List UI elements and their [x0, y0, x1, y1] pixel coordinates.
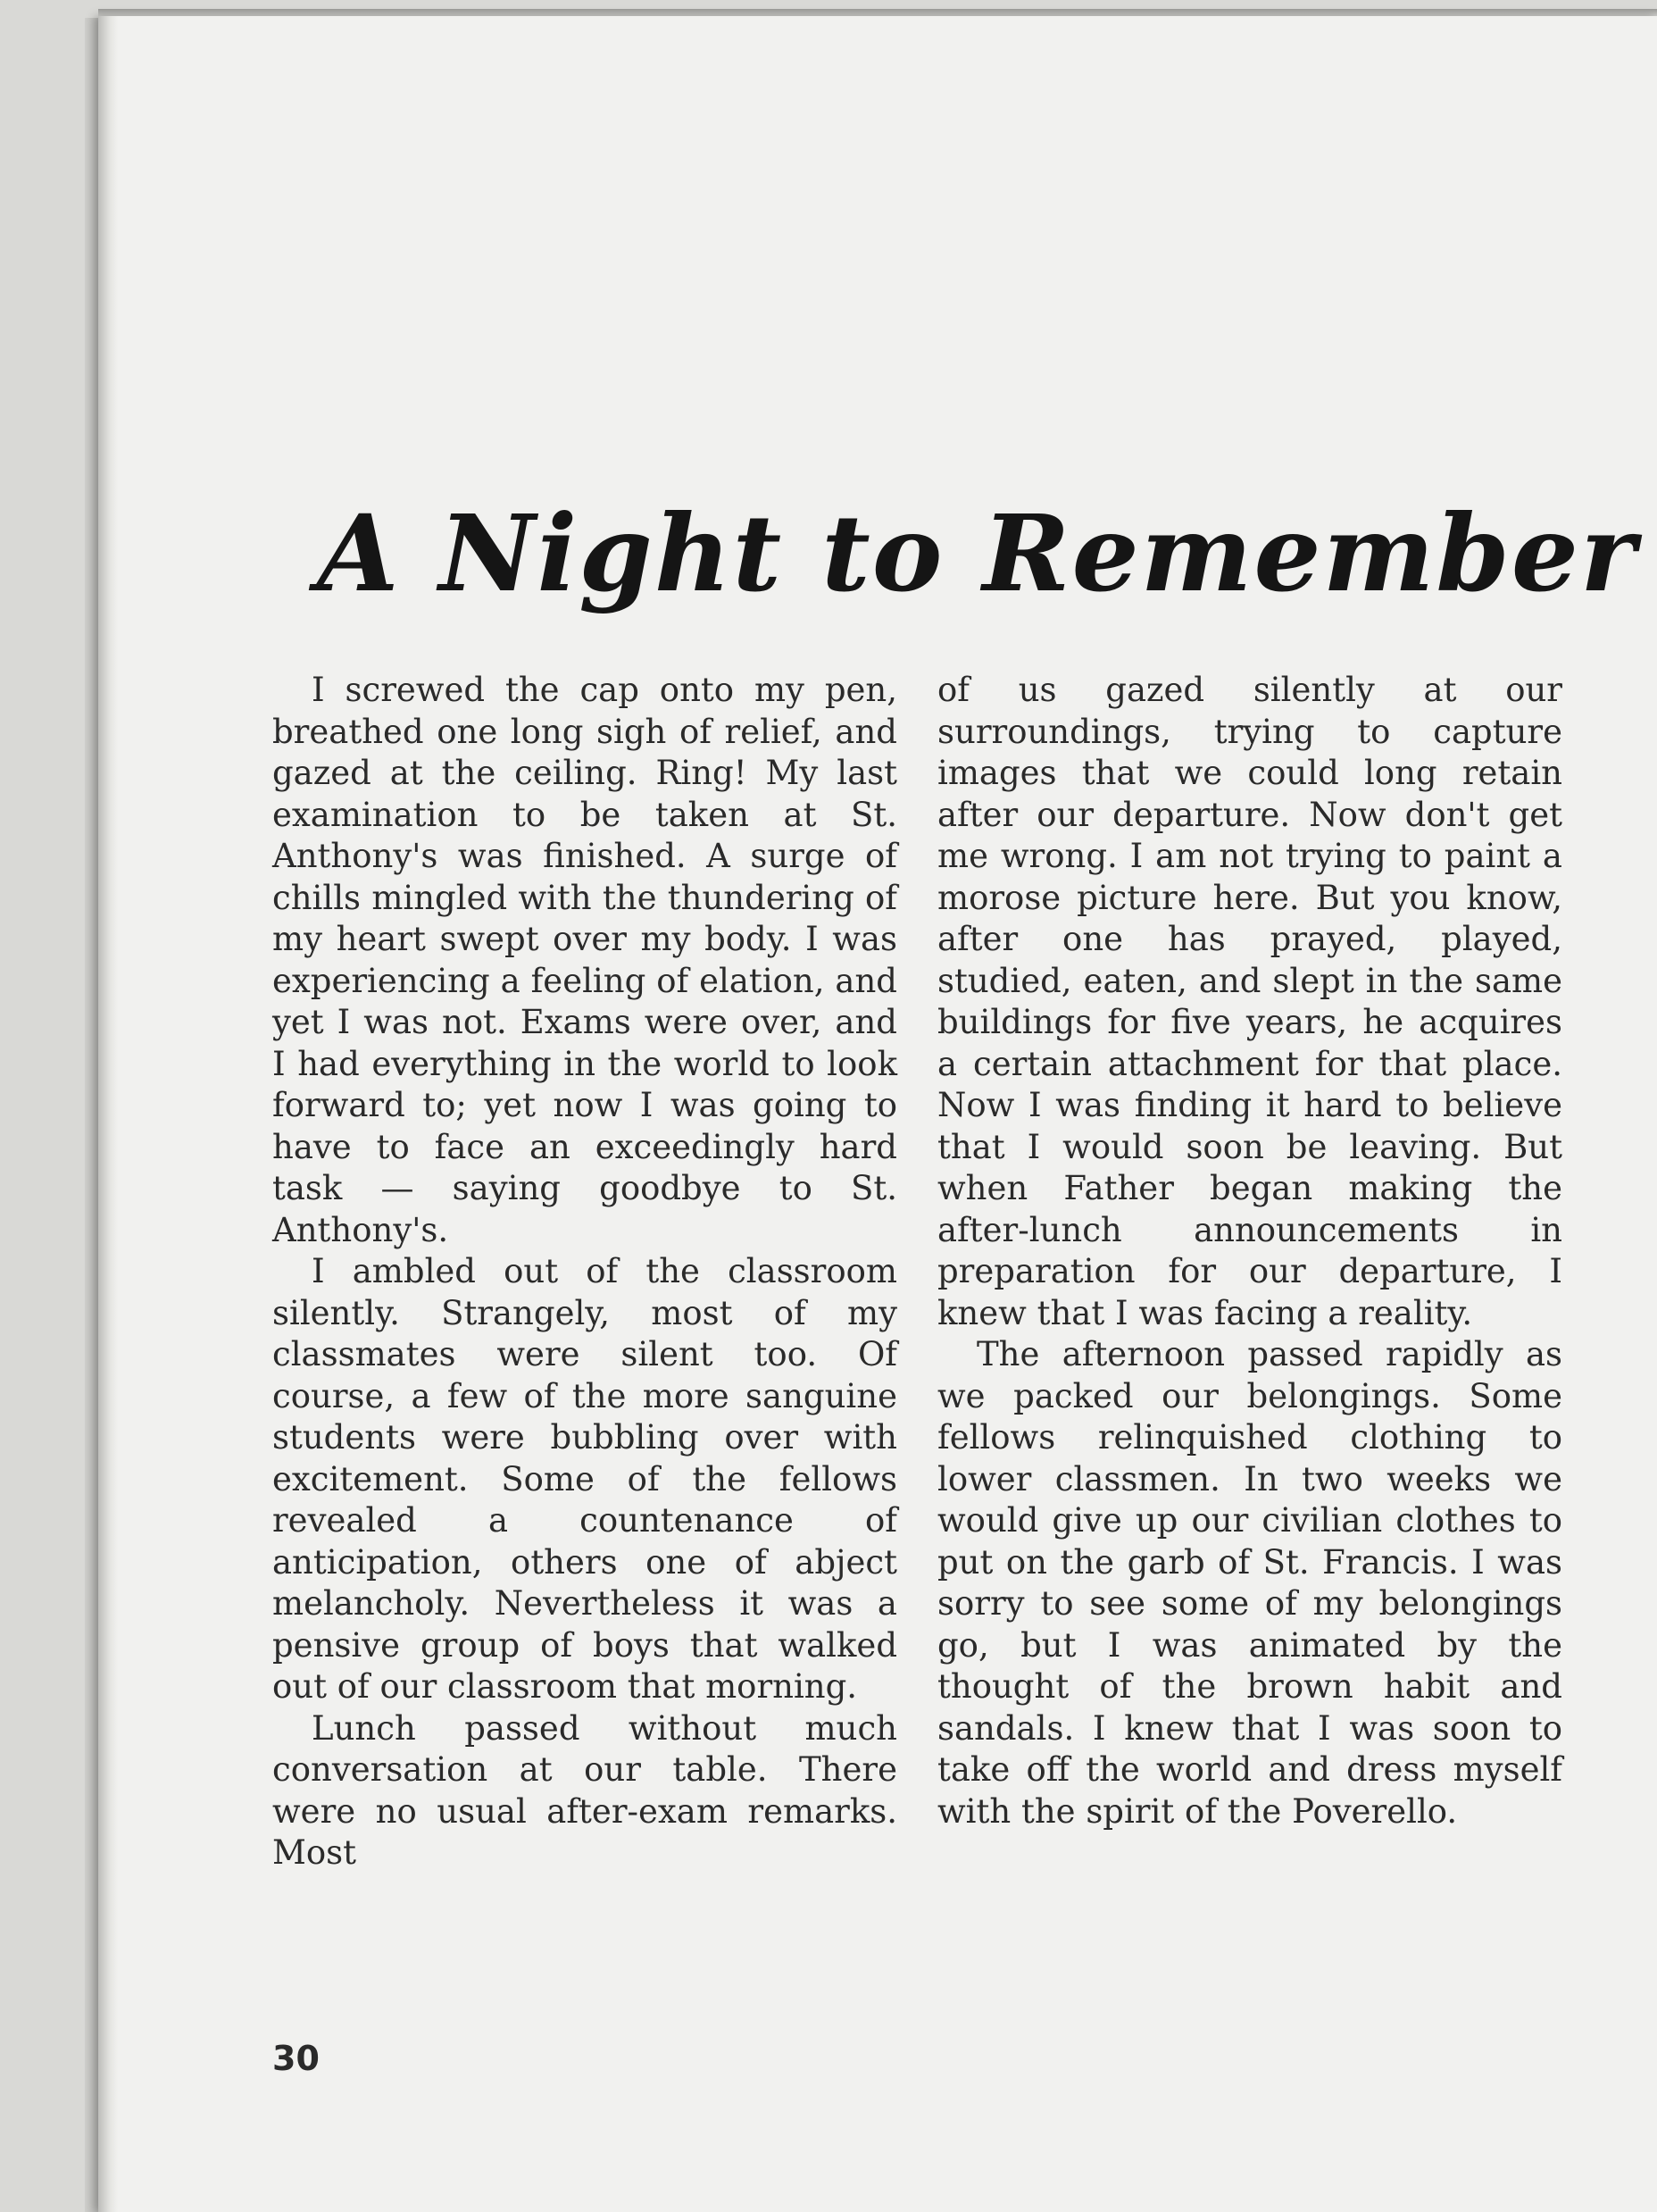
left-text-column	[272, 670, 897, 1874]
paragraph: of us gazed silently at our surroundings, trying to capture images that we could long retain after our departure. Now don't get me wrong. I am not trying to paint a morose picture here. But you know, after one has prayed, played, studied, eaten, and slept in the same buildings for five years, he acquires a certain attachment for that place. Now I was finding it hard to believe that I would soon be leaving. But when Father began making the after-lunch announcements in preparation for our departure, I knew that I was facing a reality.	[937, 671, 1562, 1332]
paragraph: I screwed the cap onto my pen, breathed one long sigh of relief, and gazed at the ceiling. Ring! My last examination to be taken at St. Anthony's was finished. A surge of chills mingled with the thundering of my heart swept over my body. I was experiencing a feeling of elation, and yet I was not. Exams were over, and I had everything in the world to look forward to; yet now I was going to have to face an exceedingly hard task — saying goodbye to St. Anthony's.	[272, 671, 897, 1249]
paragraph: The afternoon passed rapidly as we packed our belongings. Some fellows relinquished clothing to lower classmen. In two weeks we would give up our civilian clothes to put on the garb of St. Francis. I was sorry to see some of my belongings go, but I was animated by the thought of the brown habit and sandals. I knew that I was soon to take off the world and dress myself with the spirit of the Poverello.	[937, 1335, 1562, 1831]
paragraph: I ambled out of the classroom silently. Strangely, most of my classmates were silent too. Of course, a few of the more sanguine students were bubbling over with excitement. Some of the fellows revealed a countenance of anticipation, others one of abject melancholy. Nevertheless it was a pensive group of boys that walked out of our classroom that morning.	[272, 1252, 897, 1706]
book-binding-edge	[85, 18, 99, 2212]
article-title: A Night to Remember	[317, 491, 1638, 615]
paragraph: Lunch passed without much conversation at our table. There were no usual after-exam remarks. Most	[272, 1708, 897, 1872]
page-number: 30	[272, 2039, 320, 2078]
right-text-column	[937, 670, 1562, 1832]
page-gutter-shadow	[98, 16, 118, 2212]
